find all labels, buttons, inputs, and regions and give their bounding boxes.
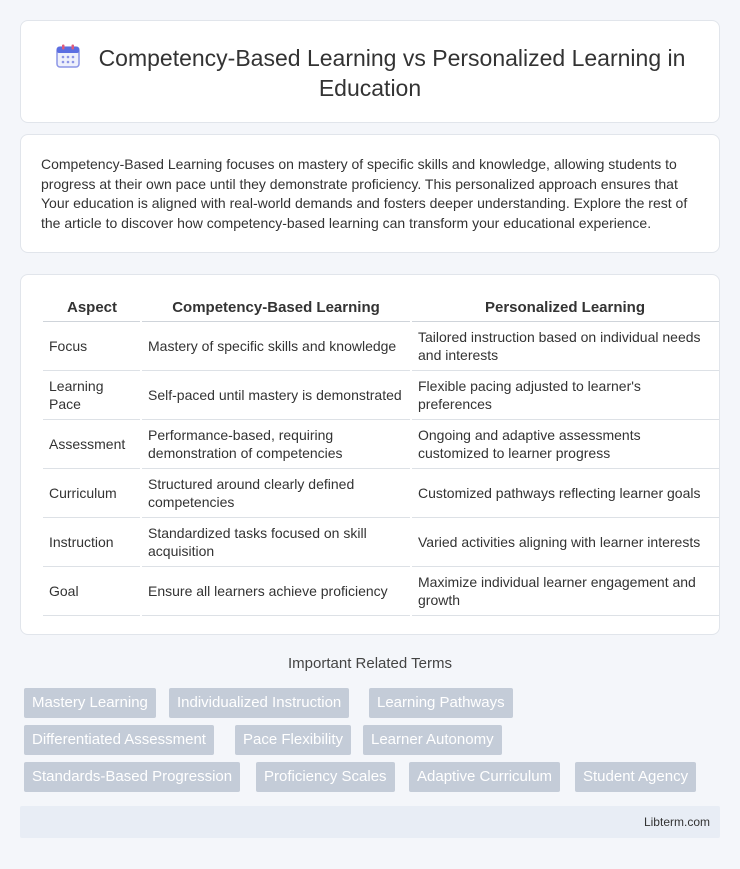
- tag-student-agency[interactable]: Student Agency: [575, 762, 696, 792]
- header-personalized: Personalized Learning: [411, 295, 719, 321]
- tag-learning-pathways[interactable]: Learning Pathways: [369, 688, 513, 718]
- cell-aspect: Curriculum: [43, 468, 141, 517]
- cell-personalized: Tailored instruction based on individual needs and interests: [411, 321, 719, 370]
- calendar-icon: [55, 43, 81, 69]
- table-row: [43, 468, 719, 517]
- cell-personalized: Flexible pacing adjusted to learner's preferences: [411, 370, 719, 419]
- tag-individualized-instruction[interactable]: Individualized Instruction: [169, 688, 349, 718]
- cell-aspect: Focus: [43, 321, 141, 370]
- page-title: [21, 43, 719, 103]
- header-aspect: Aspect: [43, 295, 141, 321]
- cell-competency: Mastery of specific skills and knowledge: [141, 321, 411, 370]
- tag-mastery-learning[interactable]: Mastery Learning: [24, 688, 156, 718]
- cell-personalized: Maximize individual learner engagement and growth: [411, 566, 719, 615]
- cell-personalized: Ongoing and adaptive assessments customized to learner progress: [411, 419, 719, 468]
- cell-aspect: Goal: [43, 566, 141, 615]
- title-card: [20, 20, 720, 123]
- cell-competency: Ensure all learners achieve proficiency: [141, 566, 411, 615]
- intro-card: [20, 134, 720, 253]
- cell-competency: Standardized tasks focused on skill acquisition: [141, 517, 411, 566]
- cell-competency: Self-paced until mastery is demonstrated: [141, 370, 411, 419]
- tag-adaptive-curriculum[interactable]: Adaptive Curriculum: [409, 762, 560, 792]
- table-row: [43, 370, 719, 419]
- tag-learner-autonomy[interactable]: Learner Autonomy: [363, 725, 502, 755]
- footer: [20, 806, 720, 838]
- cell-aspect: Assessment: [43, 419, 141, 468]
- cell-competency: Performance-based, requiring demonstration of competencies: [141, 419, 411, 468]
- footer-site-link[interactable]: Libterm.com: [643, 815, 710, 829]
- cell-aspect: Instruction: [43, 517, 141, 566]
- comparison-table: [43, 295, 719, 616]
- cell-personalized: Varied activities aligning with learner interests: [411, 517, 719, 566]
- cell-competency: Structured around clearly defined competencies: [141, 468, 411, 517]
- table-row: [43, 419, 719, 468]
- header-competency: Competency-Based Learning: [141, 295, 411, 321]
- tag-differentiated-assessment[interactable]: Differentiated Assessment: [24, 725, 214, 755]
- table-header-row: [43, 295, 719, 321]
- related-terms-title: Important Related Terms: [288, 655, 452, 672]
- comparison-card: [20, 274, 720, 635]
- tag-standards-based-progression[interactable]: Standards-Based Progression: [24, 762, 240, 792]
- table-row: [43, 517, 719, 566]
- cell-personalized: Customized pathways reflecting learner goals: [411, 468, 719, 517]
- table-row: [43, 321, 719, 370]
- intro-paragraph: Competency-Based Learning focuses on mastery of specific skills and knowledge, allowing students to progress at their own pace until they demonstrate proficiency. This personalized approach ensures that Your education is aligned with real-world demands and fosters deeper understanding. Explore the rest of the article to discover how competency-based learning can transform your educational experience.: [41, 156, 688, 231]
- cell-aspect: Learning Pace: [43, 370, 141, 419]
- table-row: [43, 566, 719, 615]
- tag-pace-flexibility[interactable]: Pace Flexibility: [235, 725, 351, 755]
- title-text: Competency-Based Learning vs Personalized Learning in Education: [98, 45, 686, 101]
- tag-proficiency-scales[interactable]: Proficiency Scales: [256, 762, 395, 792]
